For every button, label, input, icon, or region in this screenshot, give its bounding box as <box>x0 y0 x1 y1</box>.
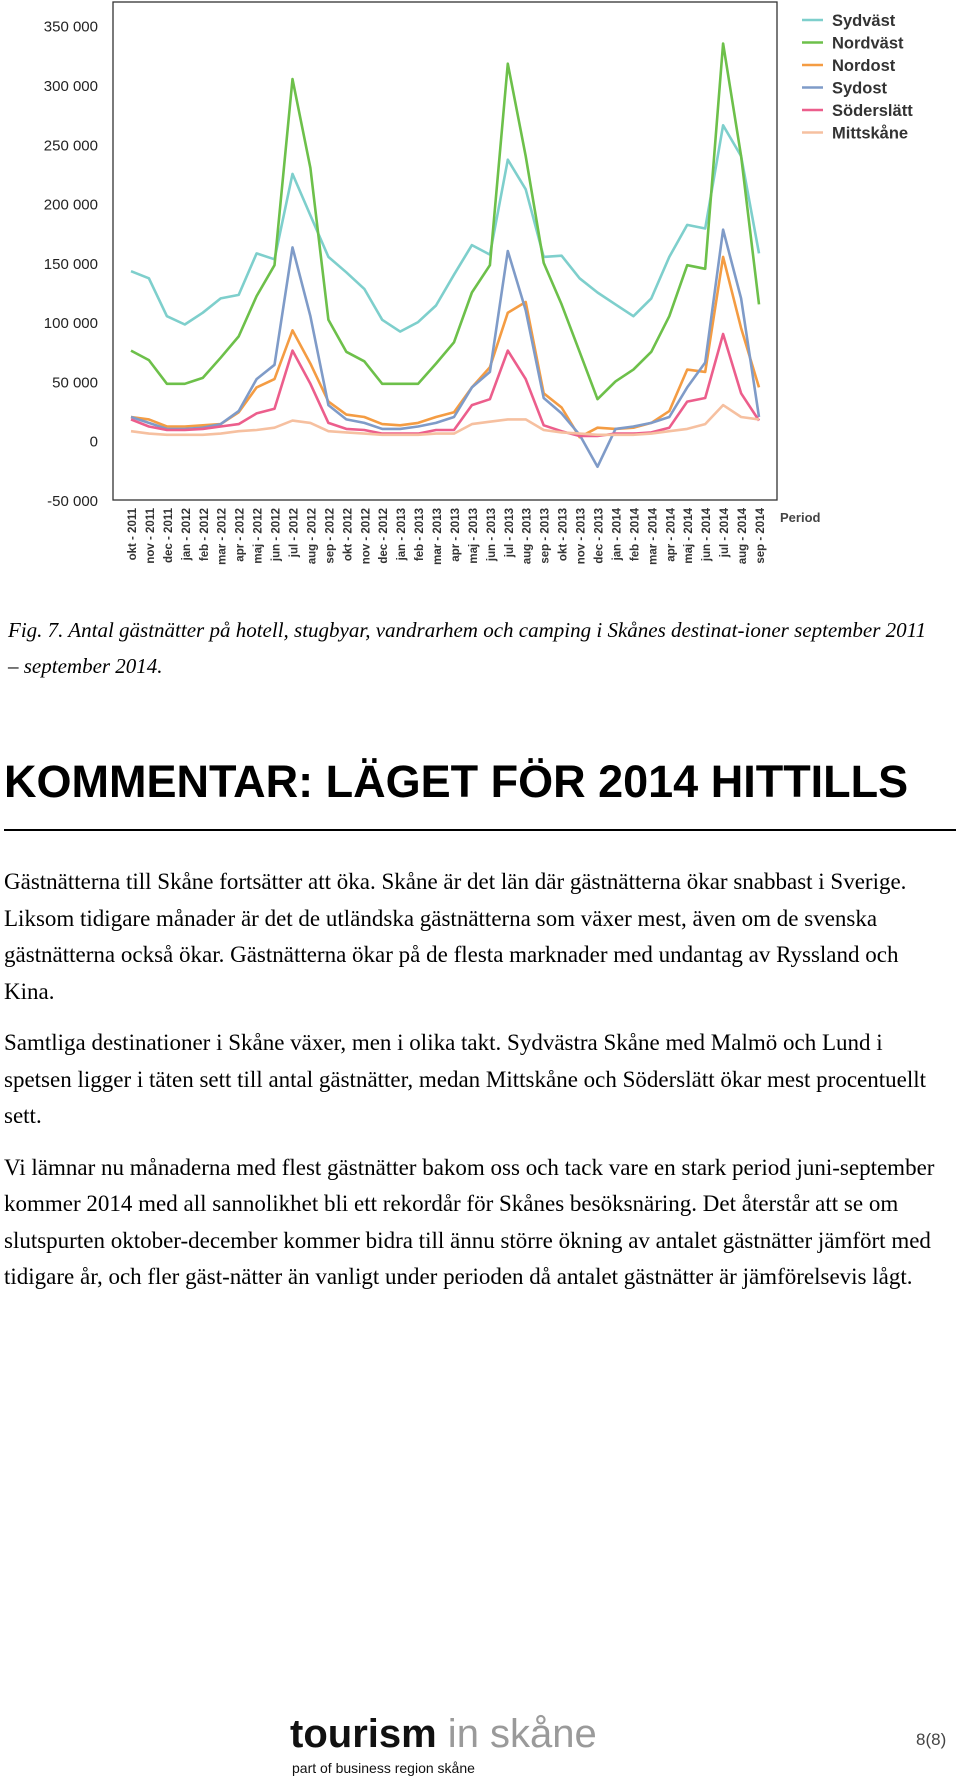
logo-word-in-skane: in skåne <box>436 1712 597 1756</box>
x-tick-label: nov - 2013 <box>575 508 588 565</box>
y-tick-label: 0 <box>89 433 98 451</box>
x-tick-label: jun - 2012 <box>270 508 283 562</box>
tourism-in-skane-logo <box>290 1712 597 1757</box>
x-tick-label: maj - 2012 <box>252 508 265 564</box>
heading-rule <box>4 829 956 831</box>
x-tick-label: apr - 2013 <box>449 508 462 562</box>
x-axis-label: Period <box>780 510 821 525</box>
y-tick-label: 200 000 <box>43 196 98 214</box>
x-tick-label: okt - 2013 <box>557 508 570 562</box>
x-tick-label: jul - 2012 <box>288 508 301 558</box>
x-tick-label: feb - 2013 <box>414 508 427 562</box>
series-line <box>131 125 759 331</box>
x-tick-label: jun - 2013 <box>485 508 498 562</box>
legend-label: Söderslätt <box>832 102 913 120</box>
y-tick-label: 50 000 <box>52 374 98 392</box>
figure-caption: Fig. 7. Antal gästnätter på hotell, stugbyar, vandrarhem och camping i Skånes destinat-ioner september 2011 – september 2014. <box>8 618 927 678</box>
page-number: 8(8) <box>916 1730 947 1749</box>
y-tick-label: 100 000 <box>43 315 98 333</box>
x-tick-label: dec - 2012 <box>378 508 391 564</box>
legend-label: Sydväst <box>832 12 896 30</box>
legend-label: Sydost <box>832 79 888 98</box>
x-tick-label: jul - 2014 <box>719 508 732 558</box>
x-tick-label: mar - 2012 <box>216 508 229 565</box>
x-tick-label: apr - 2014 <box>665 508 678 562</box>
body-text <box>4 864 954 1311</box>
x-tick-label: aug - 2013 <box>521 508 534 565</box>
x-tick-label: aug - 2012 <box>306 508 319 565</box>
x-tick-label: maj - 2013 <box>467 508 480 564</box>
x-tick-label: apr - 2012 <box>234 508 247 562</box>
x-tick-label: maj - 2014 <box>683 508 696 564</box>
x-tick-label: feb - 2012 <box>198 508 211 562</box>
x-tick-label: jun - 2014 <box>701 508 714 562</box>
section-heading: KOMMENTAR: LÄGET FÖR 2014 HITTILLS <box>4 756 909 807</box>
x-tick-label: okt - 2012 <box>342 508 355 562</box>
y-tick-label: -50 000 <box>47 493 98 510</box>
logo-tagline: part of business region skåne <box>292 1760 475 1776</box>
x-tick-label: sep - 2013 <box>539 508 552 564</box>
line-chart <box>0 0 960 590</box>
x-tick-label: aug - 2014 <box>737 508 750 565</box>
x-tick-label: nov - 2012 <box>360 508 373 565</box>
legend-label: Mittskåne <box>832 124 909 143</box>
series-line <box>131 44 759 400</box>
logo-word-tourism: tourism <box>290 1712 437 1756</box>
paragraph: Gästnätterna till Skåne fortsätter att öka. Skåne är det län där gästnätterna ökar snabbast i Sverige. Liksom tidigare månader är det de utländska gästnätterna som växer mest, även om de svenska gästnätterna också ökar. Gästnätterna ökar på de flesta marknader med undantag av Ryssland och Kina. <box>4 869 907 1004</box>
x-tick-label: dec - 2013 <box>593 508 606 564</box>
x-tick-label: mar - 2014 <box>647 508 660 565</box>
y-tick-label: 250 000 <box>43 137 98 155</box>
paragraph: Vi lämnar nu månaderna med flest gästnätter bakom oss och tack vare en stark period juni-september kommer 2014 med all sannolikhet bli ett rekordår för Skånes besöksnäring. Det återstår att se om slutspurten oktober-december kommer bidra till ännu större ökning av antalet gästnätter jämfört med tidigare år, och fler gäst-nätter än vanligt under perioden då antalet gästnätter är jämförelsevis lågt. <box>4 1154 935 1289</box>
x-tick-label: mar - 2013 <box>432 508 445 565</box>
y-tick-label: 300 000 <box>43 78 98 95</box>
x-tick-label: okt - 2011 <box>127 508 139 561</box>
x-tick-label: nov - 2011 <box>144 508 157 564</box>
series-line <box>131 257 759 437</box>
x-tick-label: feb - 2014 <box>629 508 642 562</box>
x-tick-label: jan - 2012 <box>180 508 193 561</box>
x-tick-label: jul - 2013 <box>503 508 516 558</box>
y-tick-label: 150 000 <box>43 255 98 273</box>
x-tick-label: dec - 2011 <box>162 508 175 563</box>
x-tick-label: sep - 2012 <box>324 508 337 564</box>
x-tick-label: jan - 2014 <box>611 508 624 561</box>
y-tick-label: 350 000 <box>43 18 98 36</box>
x-tick-label: jan - 2013 <box>396 508 409 561</box>
chart <box>0 0 960 590</box>
paragraph: Samtliga destinationer i Skåne växer, men i olika takt. Sydvästra Skåne med Malmö och Lund i spetsen ligger i täten sett till antal gästnätter, medan Mittskåne och Söderslätt ökar mest procentuellt sett. <box>4 1030 927 1128</box>
legend-label: Nordväst <box>832 34 904 53</box>
legend-label: Nordost <box>832 57 896 75</box>
x-tick-label: sep - 2014 <box>755 508 767 564</box>
